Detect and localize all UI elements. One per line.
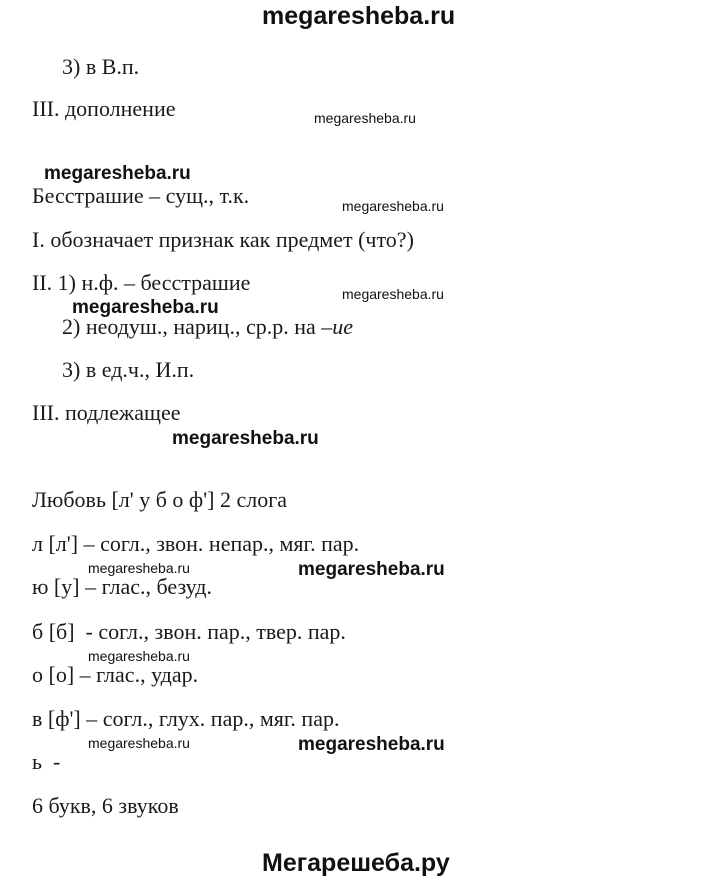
line-sound-o: о [о] – глас., удар. xyxy=(32,662,199,687)
header-site-name: megaresheba.ru xyxy=(262,2,456,30)
line-phonetic-word: Любовь [л' у б о ф'] 2 слога xyxy=(32,487,288,512)
line-sound-yu: ю [у] – глас., безуд. xyxy=(32,574,212,599)
line-letter-sound-count: 6 букв, 6 звуков xyxy=(32,793,179,818)
line-case-accusative: 3) в В.п. xyxy=(62,54,140,79)
watermark-bold: megaresheba.ru xyxy=(298,734,445,755)
line-meaning: I. обозначает признак как предмет (что?) xyxy=(32,227,414,252)
line-soft-sign: ь - xyxy=(32,749,61,774)
line-case-nominative: 3) в ед.ч., И.п. xyxy=(62,357,195,382)
watermark-small: megaresheba.ru xyxy=(88,735,190,751)
watermark-bold: megaresheba.ru xyxy=(298,559,445,580)
line-morph-features-text: 2) неодуш., нариц., ср.р. на – xyxy=(62,314,333,339)
watermark-small: megaresheba.ru xyxy=(342,286,444,302)
line-initial-form: II. 1) н.ф. – бесстрашие xyxy=(32,270,251,295)
watermark-small: megaresheba.ru xyxy=(88,560,190,576)
watermark-bold: megaresheba.ru xyxy=(172,428,319,449)
suffix-ie: ие xyxy=(332,314,354,339)
line-role-subject: III. подлежащее xyxy=(32,400,181,425)
watermark-small: megaresheba.ru xyxy=(88,648,190,664)
line-morph-features xyxy=(62,316,353,338)
line-role-object: III. дополнение xyxy=(32,96,176,121)
footer-site-name: Мегарешеба.ру xyxy=(262,849,450,877)
watermark-bold: megaresheba.ru xyxy=(44,163,191,184)
line-sound-l: л [л'] – согл., звон. непар., мяг. пар. xyxy=(32,531,360,556)
watermark-small: megaresheba.ru xyxy=(342,198,444,214)
watermark-small: megaresheba.ru xyxy=(314,110,416,126)
line-sound-b: б [б] - согл., звон. пар., твер. пар. xyxy=(32,619,346,644)
line-word-noun: Бесстрашие – сущ., т.к. xyxy=(32,183,250,208)
watermark-bold: megaresheba.ru xyxy=(72,297,219,318)
line-sound-v: в [ф'] – согл., глух. пар., мяг. пар. xyxy=(32,706,340,731)
